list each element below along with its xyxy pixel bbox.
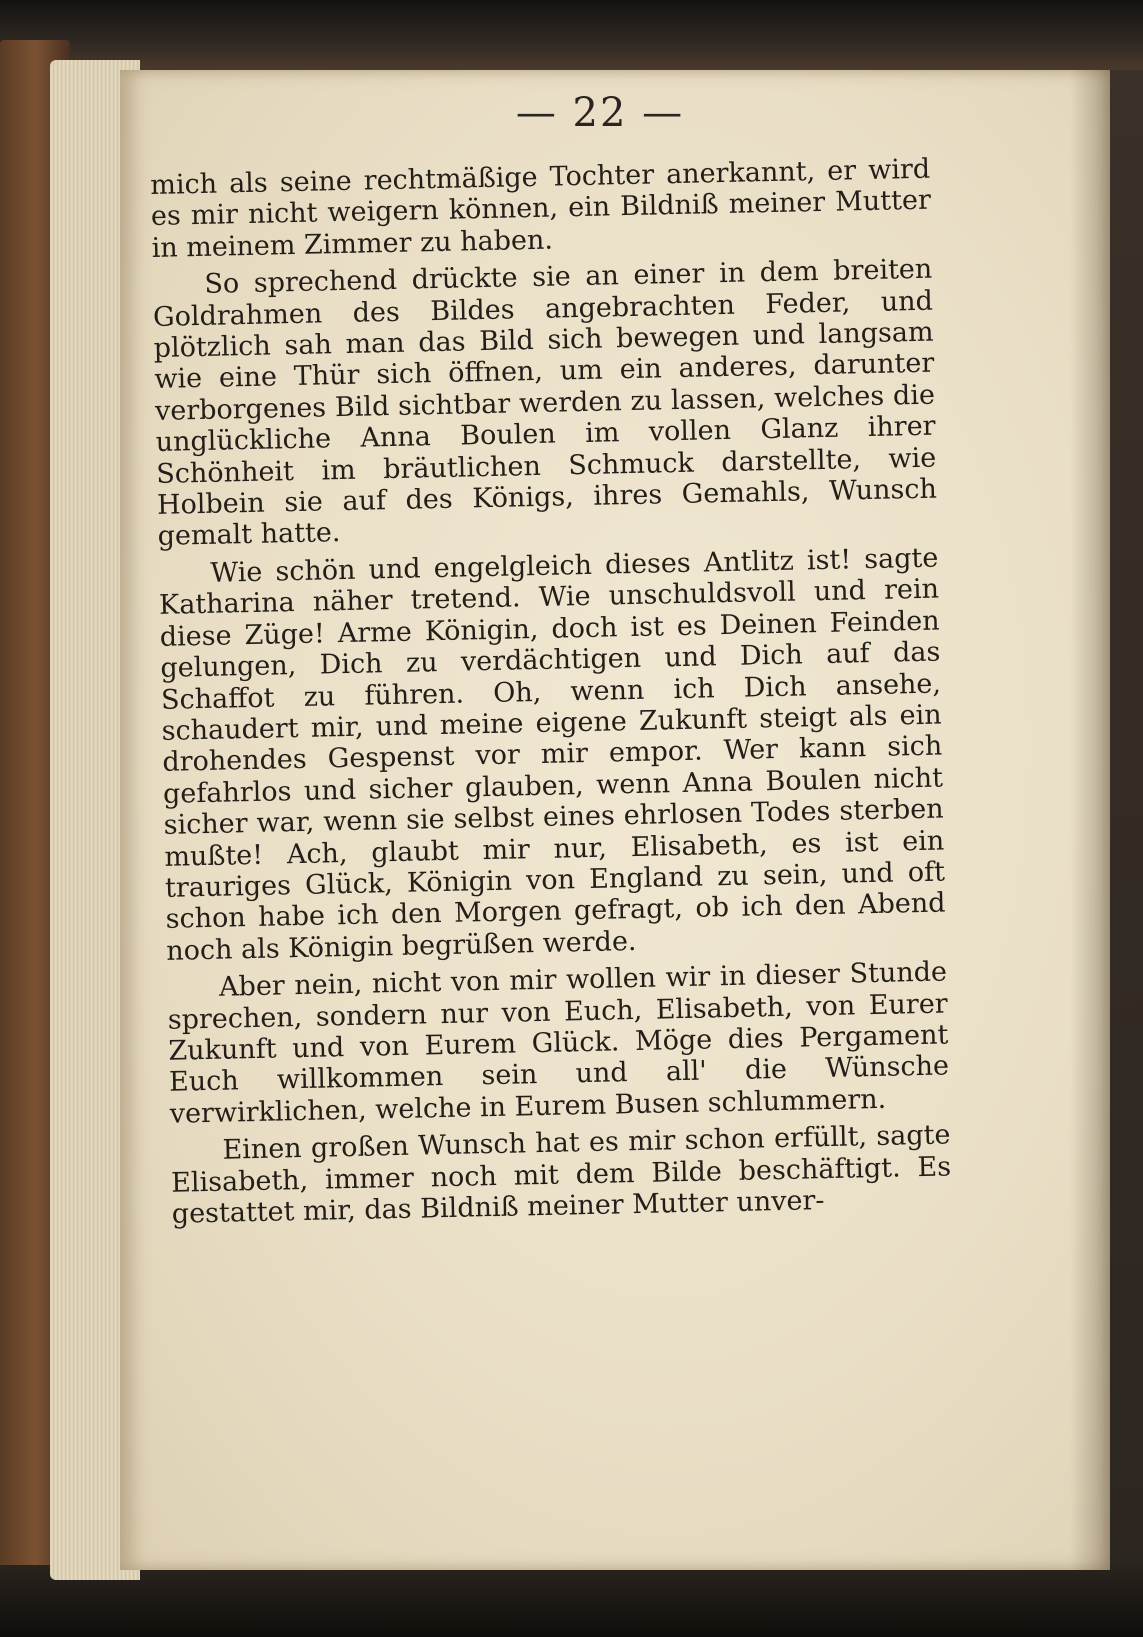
paragraph: Aber nein, nicht von mir wollen wir in dieser Stunde sprechen, sondern nur von Euch, Elisabeth, von Eurer Zukunft und von Eurem Glück. Möge dies Pergament Euch willkommen sein und all' die Wünsche verwirklichen, welche in Eurem Busen schlummern. (167, 956, 950, 1130)
paragraph: Wie schön und engelgleich dieses Antlitz ist! sagte Katharina näher tretend. Wie unschuldsvoll und rein diese Züge! Arme Königin, doch ist es Deinen Feinden gelungen, Dich zu verdächtigen und Dich auf das Schaffot zu führen. Oh, wenn ich Dich ansehe, schaudert mir, und meine eigene Zukunft steigt als ein drohendes Gespenst vor mir empor. Wer kann sich gefahrlos und sicher glauben, wenn Anna Boulen nicht sicher war, wenn sie selbst eines ehrlosen Todes sterben mußte! Ach, glaubt mir nur, Elisabeth, es ist ein trauriges Glück, Königin von England zu sein, und oft schon habe ich den Morgen gefragt, ob ich den Abend noch als Königin begrüßen werde. (158, 542, 946, 967)
cover-top-edge (0, 0, 1143, 70)
paragraph: So sprechend drückte sie an einer in dem breiten Goldrahmen des Bildes angebrachten Feder, und plötzlich sah man das Bild sich bewegen und langsam wie eine Thür sich öffnen, um ein anderes, darunter verborgenes Bild sichtbar werden zu lassen, welches die unglückliche Anna Boulen im vollen Glanz ihrer Schönheit im bräutlichen Schmuck darstellte, wie Holbein sie auf des Königs, ihres Gemahls, Wunsch gemalt hatte. (152, 253, 938, 553)
paragraph: Einen großen Wunsch hat es mir schon erfüllt, sagte Elisabeth, immer noch mit dem Bilde beschäftigt. Es gestattet mir, das Bildniß meiner Mutter unver- (170, 1119, 952, 1230)
paragraph-continued: mich als seine rechtmäßige Tochter anerkannt, er wird es mir nicht weigern können, ein Bildniß meiner Mutter in meinem Zimmer zu haben. (150, 153, 932, 264)
body-text (150, 154, 952, 1231)
cover-bottom-edge (0, 1565, 1143, 1637)
spine-shadow (1070, 70, 1110, 1570)
page-number: — 22 — (515, 90, 685, 136)
